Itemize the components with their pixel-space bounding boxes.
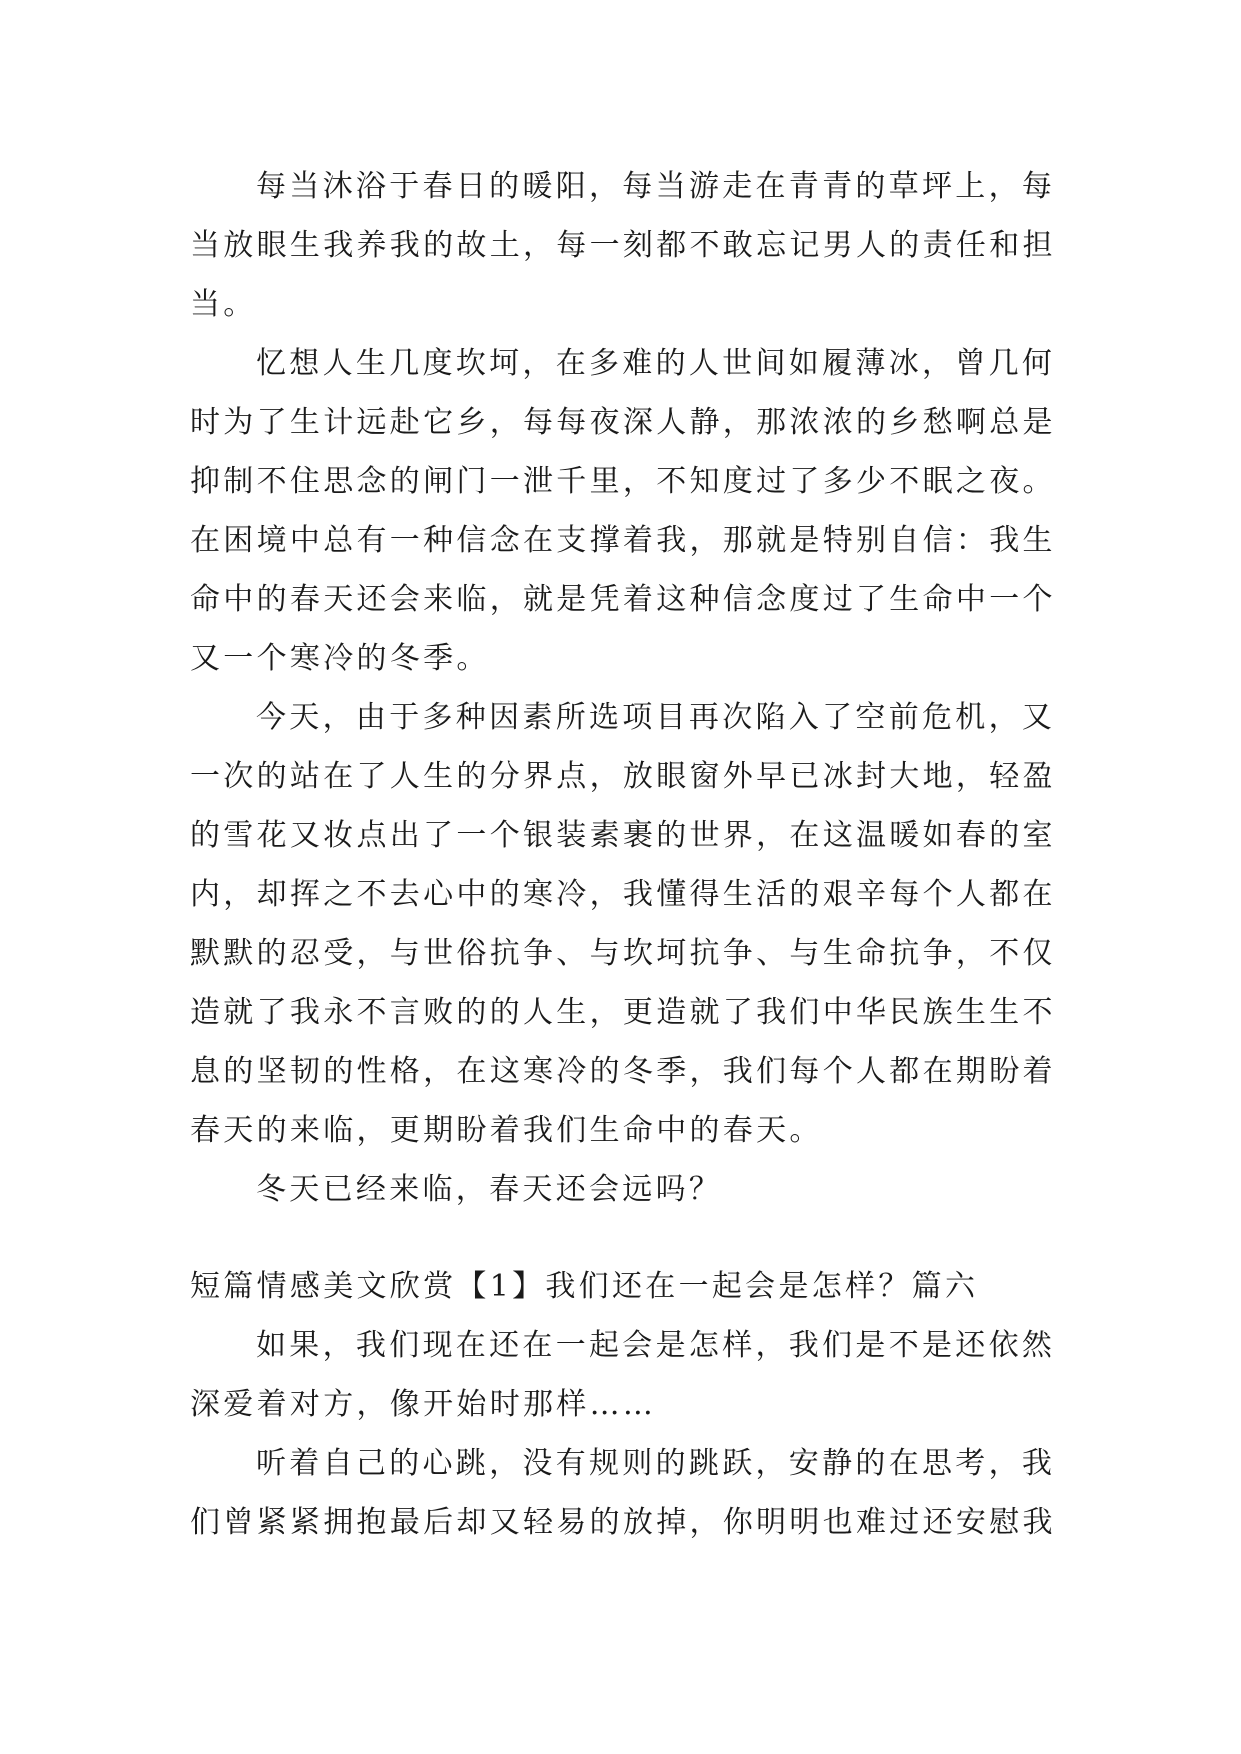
paragraph-2-line-2: 时为了生计远赴它乡，每每夜深人静，那浓浓的乡愁啊总是 <box>190 405 1056 440</box>
paragraph-3-line-3: 的雪花又妆点出了一个银装素裹的世界，在这温暖如春的室 <box>190 818 1056 853</box>
paragraph-3-line-7: 息的坚韧的性格，在这寒冷的冬季，我们每个人都在期盼着 <box>190 1054 1056 1089</box>
paragraph-3-line-8: 春天的来临，更期盼着我们生命中的春天。 <box>190 1113 823 1148</box>
paragraph-3-line-2: 一次的站在了人生的分界点，放眼窗外早已冰封大地，轻盈 <box>190 759 1056 794</box>
paragraph-2-line-4: 在困境中总有一种信念在支撑着我，那就是特别自信：我生 <box>190 523 1056 558</box>
paragraph-2-line-6: 又一个寒冷的冬季。 <box>190 641 490 676</box>
paragraph-2-line-3: 抑制不住思念的闸门一泄千里，不知度过了多少不眠之夜。 <box>190 464 1056 499</box>
paragraph-1-line-3: 当。 <box>190 287 257 322</box>
paragraph-3-line-4: 内，却挥之不去心中的寒冷，我懂得生活的艰辛每个人都在 <box>190 877 1056 912</box>
paragraph-1-line-1: 每当沐浴于春日的暖阳，每当游走在青青的草坪上，每 <box>256 169 1056 204</box>
paragraph-3-line-1: 今天，由于多种因素所选项目再次陷入了空前危机，又 <box>256 700 1056 735</box>
paragraph-3-line-6: 造就了我永不言败的的人生，更造就了我们中华民族生生不 <box>190 995 1056 1030</box>
paragraph-6-line-2: 们曾紧紧拥抱最后却又轻易的放掉，你明明也难过还安慰我 <box>190 1505 1056 1540</box>
paragraph-2-line-1: 忆想人生几度坎坷，在多难的人世间如履薄冰，曾几何 <box>256 346 1056 381</box>
paragraph-5-line-1: 如果，我们现在还在一起会是怎样，我们是不是还依然 <box>256 1328 1056 1363</box>
paragraph-4-line-1: 冬天已经来临，春天还会远吗？ <box>256 1172 723 1207</box>
paragraph-6-line-1: 听着自己的心跳，没有规则的跳跃，安静的在思考，我 <box>256 1446 1056 1481</box>
paragraph-5-line-2: 深爱着对方，像开始时那样…… <box>190 1387 657 1422</box>
section-heading: 短篇情感美文欣赏【1】我们还在一起会是怎样？篇六 <box>190 1269 979 1304</box>
paragraph-3-line-5: 默默的忍受，与世俗抗争、与坎坷抗争、与生命抗争，不仅 <box>190 936 1056 971</box>
paragraph-1-line-2: 当放眼生我养我的故土，每一刻都不敢忘记男人的责任和担 <box>190 228 1056 263</box>
paragraph-2-line-5: 命中的春天还会来临，就是凭着这种信念度过了生命中一个 <box>190 582 1056 617</box>
